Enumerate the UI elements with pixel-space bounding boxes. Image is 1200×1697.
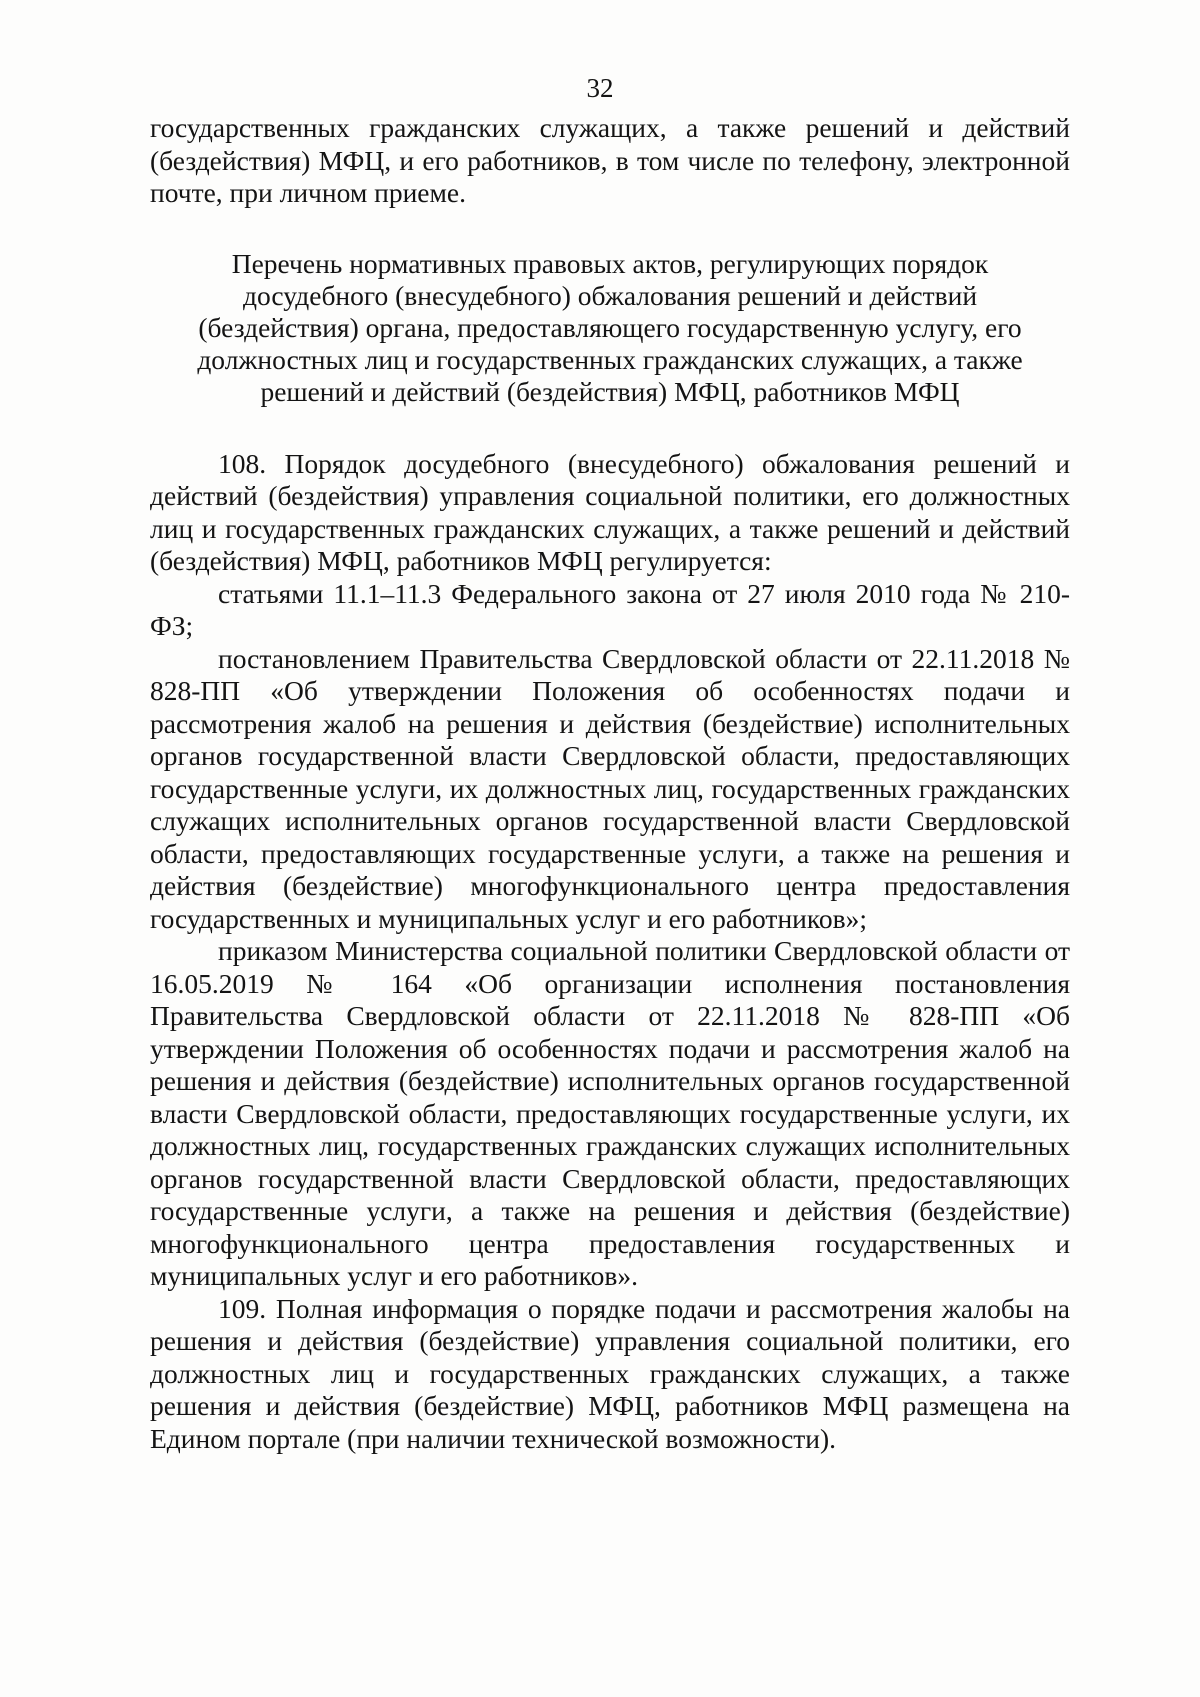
section-heading: Перечень нормативных правовых актов, регулирующих порядок досудебного (внесудебного) обжалования решений и действий (бездействия) органа, предоставляющего государственную услугу, его должностных лиц и государственных гражданских служащих, а также решений и действий (бездействия) МФЦ, работников МФЦ xyxy=(197,247,1023,407)
continuation-paragraph: государственных гражданских служащих, а также решений и действий (бездействия) МФЦ, и его работников, в том числе по телефону, электронной почте, при личном приеме. xyxy=(150,112,1070,208)
document-body xyxy=(150,112,1070,1455)
paragraph-108: 108. Порядок досудебного (внесудебного) обжалования решений и действий (бездействия) управления социальной политики, его должностных лиц и государственных гражданских служащих, а также решений и действий (бездействия) МФЦ, работников МФЦ регулируется: xyxy=(150,447,1070,576)
paragraph-government-resolution: постановлением Правительства Свердловской области от 22.11.2018 № 828-ПП «Об утверждении Положения об особенностях подачи и рассмотрения жалоб на решения и действия (бездействие) исполнительных органов государственной власти Свердловской области, предоставляющих государственные услуги, их должностных лиц, государственных гражданских служащих исполнительных органов государственной власти Свердловской области, предоставляющих государственные услуги, а также на решения и действия (бездействие) многофункционального центра предоставления государственных и муниципальных услуг и его работников»; xyxy=(150,642,1070,934)
paragraph-109: 109. Полная информация о порядке подачи и рассмотрения жалобы на решения и действия (бездействие) управления социальной политики, его должностных лиц и государственных гражданских служащих, а также решения и действия (бездействие) МФЦ, работников МФЦ размещена на Едином портале (при наличии технической возможности). xyxy=(150,1292,1070,1454)
paragraph-ministry-order: приказом Министерства социальной политики Свердловской области от 16.05.2019 № 164 «Об организации исполнения постановления Правительства Свердловской области от 22.11.2018 № 828-ПП «Об утверждении Положения об особенностях подачи и рассмотрения жалоб на решения и действия (бездействие) исполнительных органов государственной власти Свердловской области, предоставляющих государственные услуги, их должностных лиц, государственных гражданских служащих исполнительных органов государственной власти Свердловской области, предоставляющих государственные услуги, а также на решения и действия (бездействие) многофункционального центра предоставления государственных и муниципальных услуг и его работников». xyxy=(150,935,1070,1291)
page-number: 32 xyxy=(586,73,614,103)
paragraph-federal-law: статьями 11.1–11.3 Федерального закона от 27 июля 2010 года № 210-ФЗ; xyxy=(150,577,1070,641)
